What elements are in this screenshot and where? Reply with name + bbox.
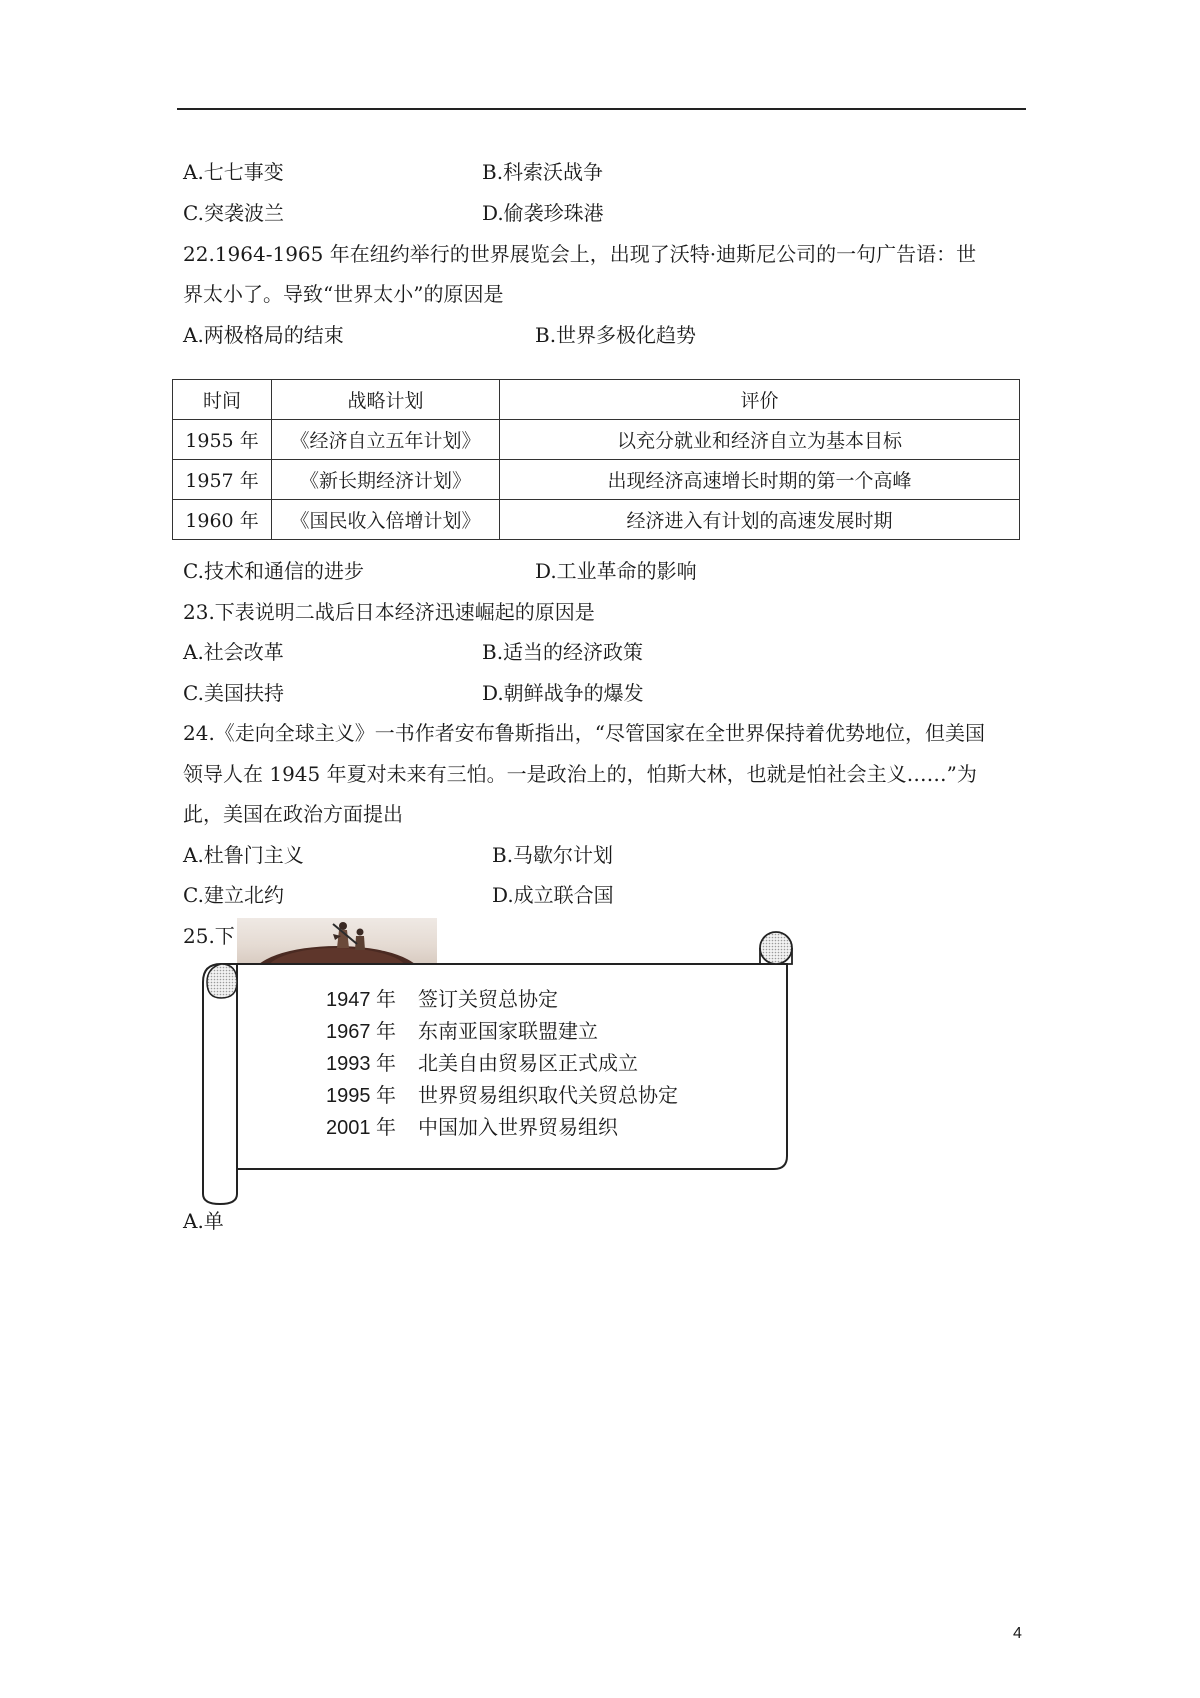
scroll-event-3: 北美自由贸易区正式成立	[418, 1053, 638, 1075]
q22-option-a[interactable]: A.两极格局的结束	[183, 323, 344, 347]
table-header-plan: 战略计划	[272, 380, 500, 420]
table-cell: 《经济自立五年计划》	[272, 420, 500, 460]
table-cell: 1957 年	[173, 460, 272, 500]
table-cell: 1955 年	[173, 420, 272, 460]
scroll-year-5: 2001 年	[326, 1117, 397, 1139]
q24-option-d[interactable]: D.成立联合国	[492, 883, 614, 907]
q22-option-b[interactable]: B.世界多极化趋势	[535, 323, 697, 347]
q21-option-c[interactable]: C.突袭波兰	[183, 201, 284, 225]
q24-option-a[interactable]: A.杜鲁门主义	[183, 843, 304, 867]
table-header-evaluation: 评价	[500, 380, 1020, 420]
q23-option-a[interactable]: A.社会改革	[183, 640, 284, 664]
q21-option-d[interactable]: D.偷袭珍珠港	[482, 201, 604, 225]
table-cell: 《国民收入倍增计划》	[272, 500, 500, 540]
q22-stem-line2: 界太小了。导致“世界太小”的原因是	[183, 282, 504, 306]
q23-stem: 23.下表说明二战后日本经济迅速崛起的原因是	[183, 600, 595, 624]
q23-option-d[interactable]: D.朝鲜战争的爆发	[482, 681, 644, 705]
q22-stem-line1: 22.1964-1965 年在纽约举行的世界展览会上，出现了沃特·迪斯尼公司的一句广告语：世	[183, 242, 977, 266]
scroll-event-4: 世界贸易组织取代关贸总协定	[418, 1085, 678, 1107]
table-cell: 《新长期经济计划》	[272, 460, 500, 500]
scroll-year-2: 1967 年	[326, 1021, 397, 1043]
scroll-year-3: 1993 年	[326, 1053, 397, 1075]
table-row	[173, 500, 1020, 540]
table-row	[173, 420, 1020, 460]
scroll-event-2: 东南亚国家联盟建立	[418, 1021, 598, 1043]
scroll-event-1: 签订关贸总协定	[418, 989, 558, 1011]
table-cell: 以充分就业和经济自立为基本目标	[500, 420, 1020, 460]
q23-option-b[interactable]: B.适当的经济政策	[482, 640, 644, 664]
q21-option-b[interactable]: B.科索沃战争	[482, 160, 604, 184]
table-header-time: 时间	[173, 380, 272, 420]
header-rule	[177, 108, 1026, 110]
q21-option-a[interactable]: A.七七事变	[183, 160, 284, 184]
q24-stem-line3: 此，美国在政治方面提出	[183, 802, 403, 826]
q22-option-c[interactable]: C.技术和通信的进步	[183, 559, 364, 583]
q23-option-c[interactable]: C.美国扶持	[183, 681, 284, 705]
scroll-year-1: 1947 年	[326, 989, 397, 1011]
table-cell: 出现经济高速增长时期的第一个高峰	[500, 460, 1020, 500]
q24-option-c[interactable]: C.建立北约	[183, 883, 284, 907]
japan-economy-table	[172, 379, 1020, 540]
q25-option-a[interactable]: A.单	[183, 1209, 224, 1233]
table-cell: 1960 年	[173, 500, 272, 540]
page-number: 4	[1013, 1625, 1022, 1642]
table-cell: 经济进入有计划的高速发展时期	[500, 500, 1020, 540]
scroll-event-5: 中国加入世界贸易组织	[418, 1117, 618, 1139]
table-header-row	[173, 380, 1020, 420]
q25-stem: 25.下	[183, 924, 235, 948]
q24-stem-line1: 24.《走向全球主义》一书作者安布鲁斯指出，“尽管国家在全世界保持着优势地位，但美国	[183, 721, 986, 745]
table-row	[173, 460, 1020, 500]
q24-option-b[interactable]: B.马歇尔计划	[492, 843, 614, 867]
q24-stem-line2: 领导人在 1945 年夏对未来有三怕。一是政治上的，怕斯大林，也就是怕社会主义……”为	[183, 762, 977, 786]
q22-option-d[interactable]: D.工业革命的影响	[535, 559, 697, 583]
scroll-year-4: 1995 年	[326, 1085, 397, 1107]
